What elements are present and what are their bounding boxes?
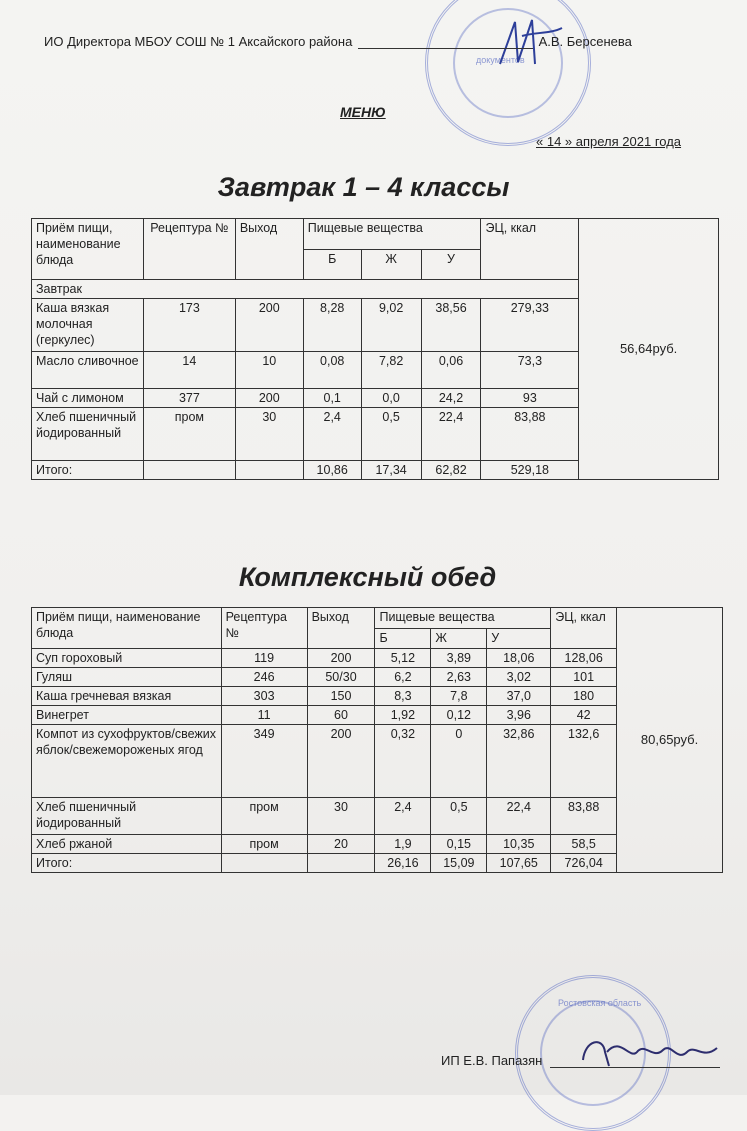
director-name: А.В. Берсенева	[538, 34, 632, 49]
dish-recipe: 246	[221, 668, 307, 687]
dish-name: Масло сливочное	[32, 352, 144, 389]
signature-blank	[358, 34, 533, 49]
dish-carbs: 37,0	[487, 687, 551, 706]
total-energy: 529,18	[481, 461, 579, 480]
dish-fat: 3,89	[431, 649, 487, 668]
dish-energy: 93	[481, 389, 579, 408]
dish-protein: 2,4	[303, 408, 361, 461]
dish-carbs: 3,02	[487, 668, 551, 687]
dish-name: Гуляш	[32, 668, 222, 687]
dish-name: Хлеб пшеничный йодированный	[32, 798, 222, 835]
dish-name: Каша гречневая вязкая	[32, 687, 222, 706]
total-energy: 726,04	[551, 854, 617, 873]
dish-carbs: 38,56	[421, 299, 481, 352]
header-meal: Приём пищи, наименование блюда	[32, 219, 144, 280]
lunch-price: 80,65руб.	[617, 608, 723, 873]
dish-output: 30	[307, 798, 375, 835]
lunch-table	[31, 607, 723, 873]
lunch-title: Комплексный обед	[238, 562, 497, 592]
dish-recipe: пром	[143, 408, 235, 461]
dish-fat: 0,15	[431, 835, 487, 854]
dish-name: Хлеб пшеничный йодированный	[32, 408, 144, 461]
dish-protein: 2,4	[375, 798, 431, 835]
dish-recipe: 11	[221, 706, 307, 725]
dish-energy: 279,33	[481, 299, 579, 352]
director-line	[44, 34, 632, 49]
dish-carbs: 18,06	[487, 649, 551, 668]
header-protein: Б	[375, 628, 431, 649]
breakfast-table	[31, 218, 719, 480]
total-carbs: 107,65	[487, 854, 551, 873]
dish-output: 30	[235, 408, 303, 461]
dish-fat: 0,5	[361, 408, 421, 461]
dish-carbs: 32,86	[487, 725, 551, 798]
dish-name: Суп гороховый	[32, 649, 222, 668]
dish-carbs: 22,4	[421, 408, 481, 461]
dish-protein: 0,1	[303, 389, 361, 408]
dish-carbs: 10,35	[487, 835, 551, 854]
dish-name: Винегрет	[32, 706, 222, 725]
table-header-row	[32, 219, 719, 250]
dish-fat: 2,63	[431, 668, 487, 687]
dish-protein: 1,9	[375, 835, 431, 854]
total-label: Итого:	[32, 854, 222, 873]
dish-energy: 83,88	[481, 408, 579, 461]
total-empty	[221, 854, 307, 873]
dish-name: Каша вязкая молочная (геркулес)	[32, 299, 144, 352]
header-energy: ЭЦ, ккал	[551, 608, 617, 649]
dish-name: Компот из сухофруктов/свежих яблок/свежемороженых ягод	[32, 725, 222, 798]
dish-fat: 0,12	[431, 706, 487, 725]
total-fat: 17,34	[361, 461, 421, 480]
dish-carbs: 24,2	[421, 389, 481, 408]
dish-output: 20	[307, 835, 375, 854]
menu-heading: МЕНЮ	[340, 104, 386, 120]
director-position: ИО Директора МБОУ СОШ № 1 Аксайского района	[44, 34, 353, 49]
dish-carbs: 0,06	[421, 352, 481, 389]
total-empty	[143, 461, 235, 480]
total-empty	[307, 854, 375, 873]
header-carbs: У	[421, 249, 481, 280]
dish-output: 10	[235, 352, 303, 389]
dish-fat: 7,82	[361, 352, 421, 389]
total-protein: 10,86	[303, 461, 361, 480]
header-energy: ЭЦ, ккал	[481, 219, 579, 280]
dish-output: 200	[235, 389, 303, 408]
dish-recipe: пром	[221, 798, 307, 835]
dish-output: 150	[307, 687, 375, 706]
supplier-signature-blank	[550, 1053, 720, 1068]
dish-recipe: 349	[221, 725, 307, 798]
dish-energy: 128,06	[551, 649, 617, 668]
dish-recipe: пром	[221, 835, 307, 854]
total-carbs: 62,82	[421, 461, 481, 480]
header-nutrients: Пищевые вещества	[303, 219, 481, 250]
header-nutrients: Пищевые вещества	[375, 608, 551, 629]
dish-protein: 1,92	[375, 706, 431, 725]
header-fat: Ж	[431, 628, 487, 649]
dish-energy: 132,6	[551, 725, 617, 798]
header-output: Выход	[307, 608, 375, 649]
table-header-row	[32, 608, 723, 629]
dish-energy: 42	[551, 706, 617, 725]
dish-energy: 101	[551, 668, 617, 687]
dish-fat: 0,0	[361, 389, 421, 408]
dish-energy: 73,3	[481, 352, 579, 389]
dish-name: Чай с лимоном	[32, 389, 144, 408]
total-empty	[235, 461, 303, 480]
dish-energy: 180	[551, 687, 617, 706]
section-label: Завтрак	[32, 280, 579, 299]
menu-date: « 14 » апреля 2021 года	[536, 134, 682, 149]
dish-protein: 6,2	[375, 668, 431, 687]
header-output: Выход	[235, 219, 303, 280]
header-carbs: У	[487, 628, 551, 649]
header-fat: Ж	[361, 249, 421, 280]
header-meal: Приём пищи, наименование блюда	[32, 608, 222, 649]
dish-output: 200	[307, 725, 375, 798]
total-label: Итого:	[32, 461, 144, 480]
dish-protein: 5,12	[375, 649, 431, 668]
stamp-bottom-text: Ростовская область	[558, 998, 642, 1008]
dish-fat: 9,02	[361, 299, 421, 352]
header-protein: Б	[303, 249, 361, 280]
dish-recipe: 173	[143, 299, 235, 352]
dish-output: 200	[235, 299, 303, 352]
dish-recipe: 303	[221, 687, 307, 706]
dish-name: Хлеб ржаной	[32, 835, 222, 854]
dish-protein: 0,32	[375, 725, 431, 798]
supplier-line	[441, 1053, 720, 1068]
dish-fat: 7,8	[431, 687, 487, 706]
dish-energy: 83,88	[551, 798, 617, 835]
supplier-name: ИП Е.В. Папазян	[441, 1053, 543, 1068]
dish-fat: 0	[431, 725, 487, 798]
dish-protein: 8,3	[375, 687, 431, 706]
dish-output: 200	[307, 649, 375, 668]
total-protein: 26,16	[375, 854, 431, 873]
dish-protein: 0,08	[303, 352, 361, 389]
dish-recipe: 377	[143, 389, 235, 408]
dish-recipe: 119	[221, 649, 307, 668]
breakfast-title: Завтрак 1 – 4 классы	[217, 172, 510, 202]
breakfast-price: 56,64руб.	[579, 219, 719, 480]
header-recipe: Рецептура №	[221, 608, 307, 649]
total-fat: 15,09	[431, 854, 487, 873]
dish-fat: 0,5	[431, 798, 487, 835]
stamp-top-text: документов	[476, 55, 525, 65]
dish-carbs: 3,96	[487, 706, 551, 725]
dish-energy: 58,5	[551, 835, 617, 854]
header-recipe: Рецептура №	[143, 219, 235, 280]
dish-carbs: 22,4	[487, 798, 551, 835]
dish-protein: 8,28	[303, 299, 361, 352]
dish-recipe: 14	[143, 352, 235, 389]
dish-output: 50/30	[307, 668, 375, 687]
dish-output: 60	[307, 706, 375, 725]
